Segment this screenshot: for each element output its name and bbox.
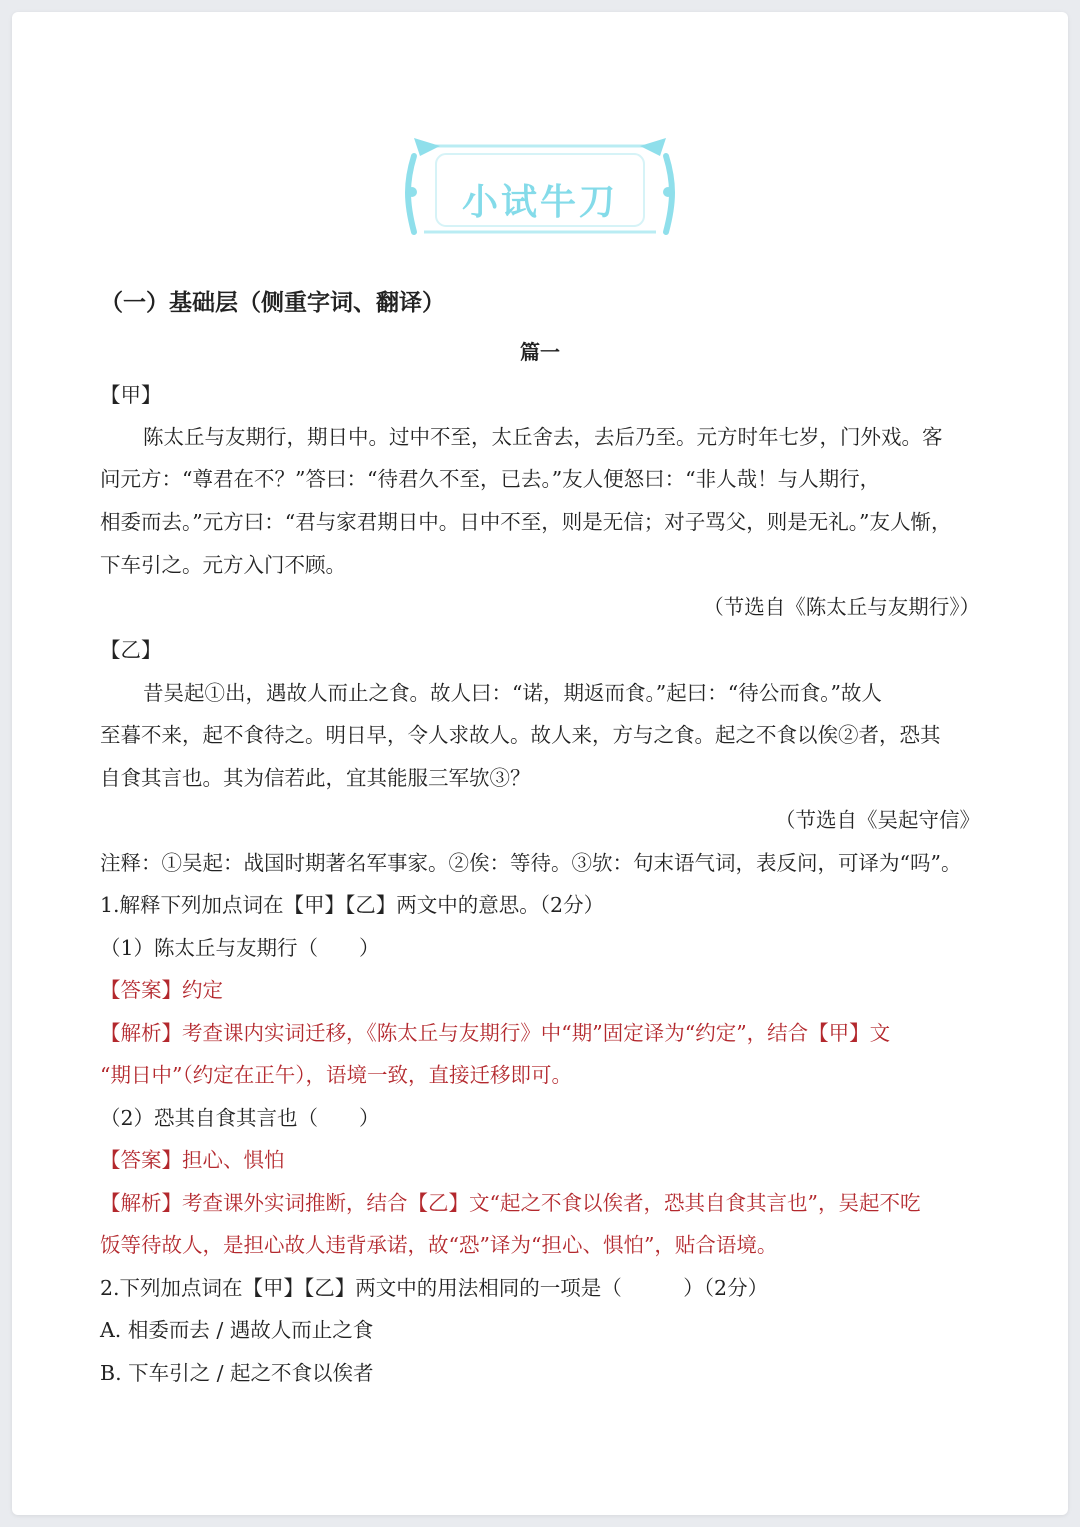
passage-jia-line: 下车引之。元方入门不顾。 [100, 553, 346, 577]
question-2-stem: 2.下列加点词在【甲】【乙】两文中的用法相同的一项是（ ）（2分） [100, 1276, 769, 1300]
question-1-sub-2: （2）恐其自食其言也（ ） [100, 1106, 380, 1130]
analysis-text: 饭等待故人，是担心故人违背承诺，故“恐”译为“担心、惧怕”，贴合语境。 [100, 1233, 778, 1257]
answer-text: 【答案】担心、惧怕 [100, 1148, 285, 1172]
passage-jia-source: （节选自《陈太丘与友期行》） [703, 595, 980, 619]
passage-yi-label: 【乙】 [100, 638, 162, 662]
passage-jia-line: 相委而去。”元方曰：“君与家君期日中。日中不至，则是无信；对子骂父，则是无礼。”友人惭， [100, 510, 952, 534]
section-heading: （一）基础层（侧重字词、翻译） [100, 290, 445, 316]
section-banner [400, 132, 680, 244]
passage-yi-notes: 注释：①吴起：战国时期著名军事家。②俟：等待。③欤：句末语气词，表反问，可译为“吗”。 [100, 851, 962, 875]
question-1-stem: 1.解释下列加点词在【甲】【乙】两文中的意思。（2分） [100, 893, 605, 917]
passage-yi-line: 昔吴起①出，遇故人而止之食。故人曰：“诺，期返而食。”起曰：“待公而食。”故人 [143, 681, 882, 705]
analysis-text: “期日中”（约定在正午），语境一致，直接迁移即可。 [100, 1063, 572, 1087]
analysis-text: 【解析】考查课内实词迁移，《陈太丘与友期行》中“期”固定译为“约定”，结合【甲】文 [100, 1021, 891, 1045]
passage-yi-source: （节选自《吴起守信》 [775, 808, 980, 832]
piece-title: 篇一 [520, 340, 560, 364]
passage-yi-line: 至暮不来，起不食待之。明日早，令人求故人。故人来，方与之食。起之不食以俟②者，恐其 [100, 723, 941, 747]
passage-jia-label: 【甲】 [100, 383, 162, 407]
passage-jia-line: 陈太丘与友期行，期日中。过中不至，太丘舍去，去后乃至。元方时年七岁，门外戏。客 [143, 425, 943, 449]
answer-text: 【答案】约定 [100, 978, 223, 1002]
option-b: B. 下车引之 / 起之不食以俟者 [100, 1361, 374, 1385]
banner-title: 小试牛刀 [461, 182, 618, 223]
question-1-sub-1: （1）陈太丘与友期行（ ） [100, 936, 380, 960]
analysis-text: 【解析】考查课外实词推断，结合【乙】文“起之不食以俟者，恐其自食其言也”，吴起不吃 [100, 1191, 921, 1215]
option-a: A. 相委而去 / 遇故人而止之食 [100, 1318, 374, 1342]
passage-yi-line: 自食其言也。其为信若此，宜其能服三军欤③？ [100, 766, 531, 790]
passage-jia-line: 问元方：“尊君在不？”答曰：“待君久不至，已去。”友人便怒曰：“非人哉！与人期行， [100, 467, 881, 491]
